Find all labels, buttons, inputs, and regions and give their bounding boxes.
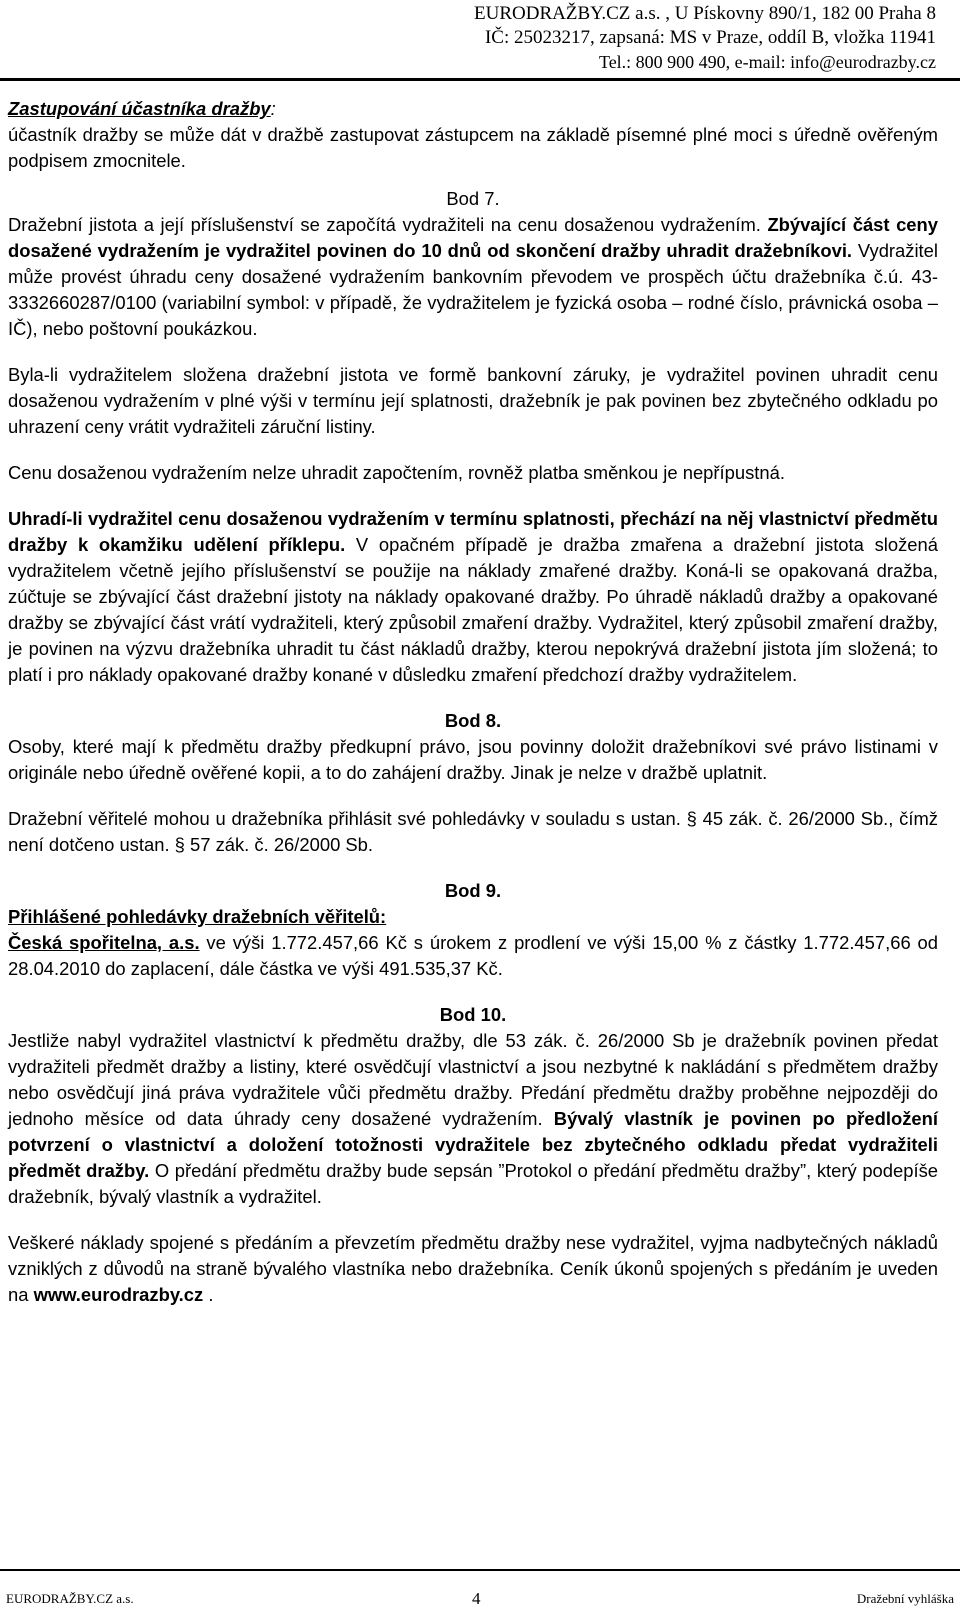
bod7-p4-rest: V opačném případě je dražba zmařena a dražební jistota složená vydražitelem včetně jejího příslušenství se použije na náklady zmařené dražby. Koná-li se opakovaná dražba, zúčtuje se zbývající část dražební jistoty na náklady opakované dražby. Po úhradě nákladů dražby a opakované dražby se zbývající část vrátí vydražiteli, který způsobil zmaření dražby. Vydražitel, který způsobil zmaření dražby, je povinen na výzvu dražebníka uhradit tu část nákladů dražby, kterou nepokrývá dražební jistota jím složená; to platí i pro náklady opakované dražby konané v důsledku zmaření předchozí dražby vydražitelem. (8, 534, 938, 685)
header-registration-line: IČ: 25023217, zapsaná: MS v Praze, oddíl B, vložka 11941 (484, 27, 936, 48)
header-contact-line: Tel.: 800 900 490, e-mail: info@eurodrazby.cz (598, 52, 936, 72)
document-body (8, 96, 938, 1308)
header-divider (0, 78, 960, 81)
zastupovani-title-suffix: : (270, 98, 276, 119)
bod10-p1-b: Bývalý vlastník je povinen po předložení potvrzení o vlastnictví a doložení totožnosti vydražitele bez zbytečného odkladu předat vydražiteli předmět dražby. (8, 1108, 938, 1181)
bod8-title: Bod 8. (444, 710, 502, 731)
header-company-line: EURODRAŽBY.CZ a.s. , U Pískovny 890/1, 182 00 Praha 8 (474, 3, 936, 24)
zastupovani-title: Zastupování účastníka dražby (8, 98, 271, 119)
page-number: 4 (472, 1589, 481, 1608)
bod7-paragraph-4 (8, 506, 938, 688)
bod9-title: Bod 9. (444, 880, 502, 901)
footer-divider (0, 1569, 960, 1571)
bod7-p1-a: Dražební jistota a její příslušenství se započítá vydražiteli na cenu dosaženou vydražením. (8, 214, 761, 235)
bod9-creditor: Česká spořitelna, a.s. (8, 932, 200, 953)
bod7-p1-c: Vydražitel může provést úhradu ceny dosažené vydražením bankovním převodem ve prospěch účtu dražebníka č.ú. 43-3332660287/0100 (variabilní symbol: v případě, že vydražitelem je fyzická osoba – rodné číslo, právnická osoba – IČ), nebo poštovní poukázkou. (8, 240, 938, 339)
website-link[interactable]: www.eurodrazby.cz (33, 1284, 204, 1305)
bod8-paragraph-2: Dražební věřitelé mohou u dražebníka přihlásit své pohledávky v souladu s ustan. § 45 zák. č. 26/2000 Sb., čímž není dotčeno ustan. § 57 zák. č. 26/2000 Sb. (8, 808, 938, 855)
bod10-p2-end: . (203, 1284, 214, 1305)
bod10-title: Bod 10. (439, 1004, 507, 1025)
bod7-paragraph-3: Cenu dosaženou vydražením nelze uhradit započtením, rovněž platba směnkou je nepřípustná. (8, 462, 785, 483)
bod10-paragraph-1 (8, 1028, 938, 1210)
page-header (0, 0, 960, 78)
bod7-paragraph-1 (8, 212, 938, 342)
bod7-title: Bod 7. (446, 188, 500, 209)
bod9-subtitle (8, 904, 938, 930)
bod9-claim (8, 930, 938, 982)
zastupovani-text: účastník dražby se může dát v dražbě zastupovat zástupcem na základě písemné plné moci s úředně ověřeným podpisem zmocnitele. (8, 124, 938, 171)
bod10-p1-a: Jestliže nabyl vydražitel vlastnictví k předmětu dražby, dle 53 zák. č. 26/2000 Sb je dražebník povinen předat vydražiteli předmět dražby a listiny, které osvědčují vlastnictví a jsou nezbytné k nakládání s předmětem dražby nebo osvědčují jiná práva vydražitele vůči předmětu dražby. Předání předmětu dražby proběhne nejpozději do jednoho měsíce od data úhrady ceny dosažené vydražením. (8, 1030, 938, 1129)
bod9-subtitle-text: Přihlášené pohledávky dražebních věřitelů: (8, 906, 387, 927)
bod9-claim-text: ve výši 1.772.457,66 Kč s úrokem z prodlení ve výši 15,00 % z částky 1.772.457,66 od 28.04.2010 do zaplacení, dále částka ve výši 491.535,37 Kč. (8, 932, 938, 979)
bod10-paragraph-2 (8, 1230, 938, 1308)
bod10-p2-a: Veškeré náklady spojené s předáním a převzetím předmětu dražby nese vydražitel, vyjma nadbytečných nákladů vzniklých z důvodů na straně bývalého vlastníka nebo dražebníka. Ceník úkonů spojených s předáním je uveden na (8, 1232, 938, 1305)
bod8-paragraph-1: Osoby, které mají k předmětu dražby předkupní právo, jsou povinny doložit dražebníkovi své právo listinami v originále nebo úředně ověřené kopii, a to do zahájení dražby. Jinak je nelze v dražbě uplatnit. (8, 736, 938, 783)
footer-company: EURODRAŽBY.CZ a.s. (6, 1591, 134, 1606)
bod10-p1-c: O předání předmětu dražby bude sepsán ”Protokol o předání předmětu dražby”, který podepíše dražebník, bývalý vlastník a vydražitel. (8, 1160, 938, 1207)
page-footer (0, 1569, 960, 1609)
bod7-p4-bold: Uhradí-li vydražitel cenu dosaženou vydražením v termínu splatnosti, přechází na něj vlastnictví předmětu dražby k okamžiku udělení příklepu. (8, 508, 938, 555)
bod7-p1-b: Zbývající část ceny dosažené vydražením je vydražitel povinen do 10 dnů od skončení dražby uhradit dražebníkovi. (8, 214, 938, 261)
footer-document-title: Dražební vyhláška (856, 1591, 954, 1606)
zastupovani-heading (8, 96, 938, 122)
bod7-paragraph-2: Byla-li vydražitelem složena dražební jistota ve formě bankovní záruky, je vydražitel povinen uhradit cenu dosaženou vydražením v plné výši v termínu její splatnosti, dražebník je pak povinen bez zbytečného odkladu po uhrazení ceny vrátit vydražiteli záruční listiny. (8, 364, 938, 437)
